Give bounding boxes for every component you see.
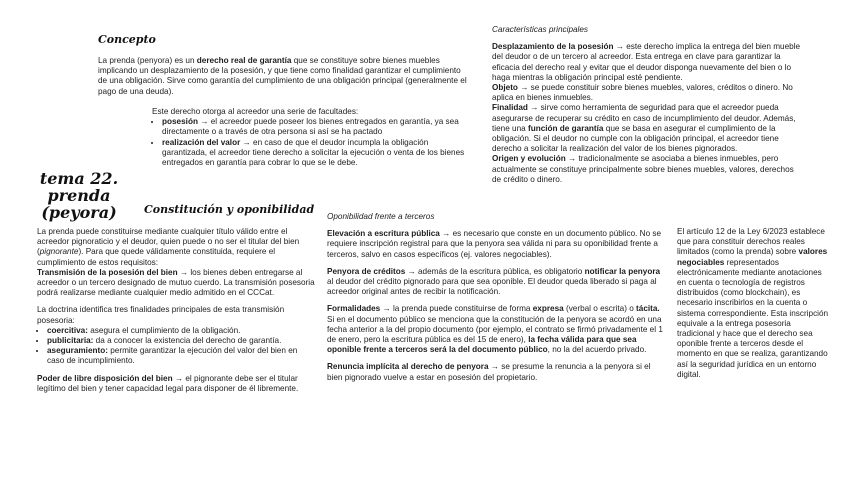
list-item bbox=[162, 117, 474, 137]
text-run: → los bienes deben entregarse al acreedor o un tercero designado de mutuo cuerdo. La transmisión posesoria podrá realizarse mediante cualquier medio admitido en el CCCat. bbox=[37, 267, 315, 298]
text-run: realización del valor bbox=[162, 137, 241, 147]
oponibilidad-heading: Oponibilidad frente a terceros bbox=[327, 212, 435, 221]
text-run: La prenda (penyora) es un bbox=[98, 56, 197, 65]
text-run: Este derecho otorga al acreedor una serie de facultades: bbox=[152, 107, 359, 116]
text-run: → el acreedor puede poseer los bienes entregados en garantía, ya sea directamente o a través de otra persona si así se ha pactado bbox=[162, 117, 459, 137]
caract-finalidad bbox=[492, 103, 804, 154]
list-item bbox=[47, 326, 315, 336]
text-run: ). Para que quede válidamente constituida, requiere el cumplimiento de estos requisitos: bbox=[37, 247, 276, 267]
text-run: aseguramiento: bbox=[47, 346, 108, 356]
text-run: → se puede constituir sobre bienes muebles, valores, créditos o dinero. No aplica en bienes inmuebles. bbox=[492, 83, 793, 103]
finalidades-list bbox=[37, 326, 315, 367]
text-run: Penyora de créditos bbox=[327, 266, 406, 276]
caract-origen bbox=[492, 154, 804, 185]
constitucion-heading: Constitución y oponibilidad bbox=[144, 203, 315, 216]
facultades-list bbox=[152, 117, 474, 168]
ley-section bbox=[677, 227, 829, 380]
text-run: (verbal o escrita) o bbox=[563, 304, 637, 314]
text-run: publicitaria: bbox=[47, 336, 94, 346]
text-run: que se basa en asegurar el cumplimiento de la obligación. Si el deudor no cumple con la obligación principal, el acreedor tiene derecho a solicitar la realización del valor de los bienes pignorados. bbox=[492, 123, 779, 154]
text-run: posesión bbox=[162, 117, 198, 127]
text-run: Poder de libre disposición del bien bbox=[37, 373, 173, 383]
text-run: que se constituye sobre bienes muebles implicando un desplazamiento de la posesión, y que tiene como finalidad garantizar el cumplimiento de una obligación. Sirve como garantía del cumplimiento de una obligación principal (generalmente el pago de una deuda). bbox=[98, 56, 467, 96]
text-run: permite garantizar la ejecución del valor del bien en caso de incumplimiento. bbox=[47, 346, 298, 366]
caracteristicas-section bbox=[492, 25, 804, 185]
text-run: al deudor del crédito pignorado para que sea oponible. El deudor queda liberado si paga al acreedor original antes de recibir la notificación. bbox=[327, 277, 657, 297]
text-run: derecho real de garantía bbox=[196, 56, 292, 65]
text-run: Formalidades bbox=[327, 304, 381, 314]
constitucion-p2 bbox=[37, 268, 315, 299]
text-run: → en caso de que el deudor incumpla la obligación garantizada, el acreedor tiene derecho a solicitar la ejecución o venta de los bienes entregados en garantía para cobrar lo que se le debe. bbox=[162, 137, 465, 168]
concepto-heading: Concepto bbox=[98, 33, 156, 46]
list-item bbox=[162, 138, 474, 169]
caracteristicas-heading: Características principales bbox=[492, 25, 589, 34]
text-run: → es necesario que conste en un documento público. No se requiere inscripción registral para que la penyora sea válida ni para su oponibilidad frente a terceros, salvo en casos específicos (ej. valores negociables). bbox=[327, 229, 662, 259]
title-line2: (peyora) bbox=[41, 203, 117, 222]
text-run: Desplazamiento de la posesión bbox=[492, 42, 614, 52]
facultades-block bbox=[152, 107, 474, 168]
text-run: representados electrónicamente mediante anotaciones en cuenta o tecnología de registros distribuidos (como blockchain), es necesario inscribirlos en la cuenta o sistema correspondiente. Esta inscripción equivale a la entrega posesoria tradicional y hace que el derecho sea oponible frente a terceros desde el momento en que se realiza, garantizando así la seguridad jurídica en un entorno digital. bbox=[677, 257, 829, 379]
constitucion-p4 bbox=[37, 374, 315, 394]
text-run: → se presume la renuncia a la penyora si el bien pignorado vuelve a estar en posesión del propietario. bbox=[327, 362, 651, 382]
text-run: La prenda puede constituirse mediante cualquier título válido entre el acreedor pignoraticio y el deudor, quien puede o no ser el titular del bien ( bbox=[37, 227, 300, 257]
text-run: valores negociables bbox=[677, 247, 828, 267]
text-run: → la prenda puede constituirse de forma bbox=[380, 304, 533, 314]
text-run: coercitiva: bbox=[47, 325, 88, 335]
ley-paragraph bbox=[677, 227, 829, 380]
constitucion-section bbox=[37, 227, 315, 394]
text-run: Finalidad bbox=[492, 103, 528, 113]
oponibilidad-p4 bbox=[327, 362, 663, 382]
concepto-paragraph bbox=[98, 56, 470, 97]
text-run: → tradicionalmente se asociaba a bienes inmuebles, pero actualmente se constituye principalmente sobre bienes muebles, valores, derechos de crédito o dinero. bbox=[492, 154, 794, 184]
title-line1: tema 22. prenda bbox=[39, 169, 119, 205]
text-run: función de garantía bbox=[527, 123, 604, 133]
text-run: → además de la escritura pública, es obligatorio bbox=[405, 266, 585, 276]
facultades-intro bbox=[152, 107, 474, 117]
text-run: asegura el cumplimiento de la obligación. bbox=[87, 325, 241, 335]
text-run: , no la del acuerdo privado. bbox=[547, 345, 647, 355]
text-run: Si en el documento público se menciona que la constitución de la penyora se acordó en una fecha anterior a la del propio documento (por ejemplo, el contrato se firmó privadamente el 1 de enero, pero la escritura pública es del 15 de enero), bbox=[327, 314, 663, 345]
text-run: Origen y evolución bbox=[492, 154, 566, 164]
list-item bbox=[47, 336, 315, 346]
constitucion-p1 bbox=[37, 227, 315, 268]
constitucion-p3 bbox=[37, 305, 315, 325]
text-run: Objeto bbox=[492, 83, 518, 93]
text-run: da a conocer la existencia del derecho de garantía. bbox=[93, 336, 282, 346]
text-run: Renuncia implícita al derecho de penyora bbox=[327, 362, 489, 372]
text-run: → este derecho implica la entrega del bien mueble del deudor o de un tercero al acreedor. Esta entrega en clave para garantizar la eficacia del derecho real y evitar que el deudor disponga nuevamente del bien o lo haga mientras la obligación principal esté pendiente. bbox=[492, 42, 801, 82]
list-item bbox=[47, 346, 315, 366]
oponibilidad-p3 bbox=[327, 304, 663, 355]
text-run: → el pignorante debe ser el titular legítimo del bien y tener capacidad legal para disponer de él libremente. bbox=[37, 373, 299, 393]
text-run: La doctrina identifica tres finalidades principales de esta transmisión posesoria: bbox=[37, 305, 285, 325]
oponibilidad-p1 bbox=[327, 229, 663, 260]
text-run: la fecha válida para que sea oponible frente a terceros será la del documento público bbox=[327, 335, 637, 355]
text-run: Transmisión de la posesión del bien bbox=[37, 267, 178, 277]
caract-objeto bbox=[492, 83, 804, 103]
oponibilidad-section bbox=[327, 212, 663, 383]
text-run: tácita. bbox=[636, 304, 660, 314]
page-title bbox=[14, 170, 144, 221]
text-run: notificar la penyora bbox=[584, 266, 661, 276]
concepto-section bbox=[98, 56, 470, 97]
oponibilidad-p2 bbox=[327, 267, 663, 298]
text-run: expresa bbox=[532, 304, 564, 314]
text-run: pignorante bbox=[39, 247, 79, 257]
text-run: Elevación a escritura pública bbox=[327, 229, 440, 239]
text-run: El artículo 12 de la Ley 6/2023 establece que para constituir derechos reales limitados (como la prenda) sobre bbox=[677, 227, 825, 257]
caract-desplazamiento bbox=[492, 42, 804, 83]
text-run: → sirve como herramienta de seguridad para que el acreedor pueda asegurarse de recuperar su crédito en caso de incumplimiento del deudor. Además, tiene una bbox=[492, 103, 796, 133]
